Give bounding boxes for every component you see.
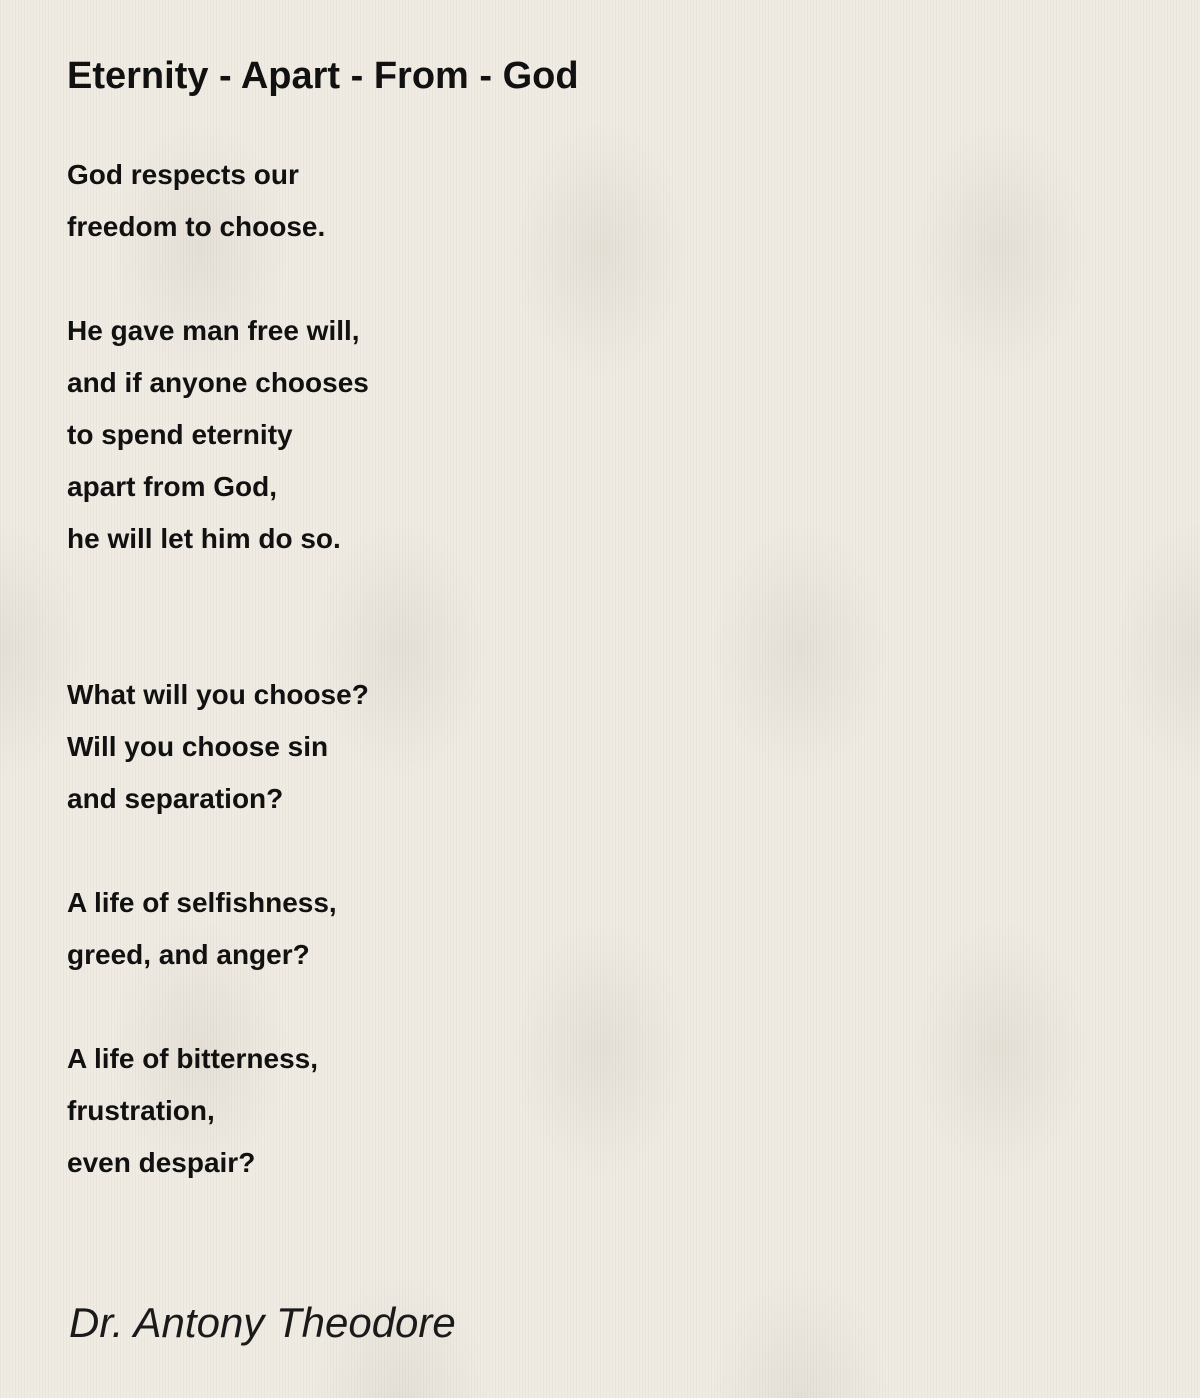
poem-line: Will you choose sin: [67, 731, 329, 762]
poem-line: frustration,: [67, 1095, 215, 1126]
poem-line: he will let him do so.: [67, 523, 341, 554]
poem-body: [67, 149, 369, 1241]
stanza: [67, 669, 369, 825]
poem-title: Eternity - Apart - From - God: [67, 55, 579, 97]
poem-line: God respects our: [67, 159, 299, 190]
stanza: [67, 305, 369, 565]
poem-line: A life of selfishness,: [67, 887, 337, 918]
stanza: [67, 877, 369, 981]
poem-line: freedom to choose.: [67, 211, 326, 242]
poem-author: Dr. Antony Theodore: [69, 1299, 456, 1346]
poem-line: What will you choose?: [67, 679, 369, 710]
poem-line: He gave man free will,: [67, 315, 360, 346]
poem-line: greed, and anger?: [67, 939, 310, 970]
poem-line: apart from God,: [67, 471, 278, 502]
poem-line: even despair?: [67, 1147, 256, 1178]
stanza: [67, 149, 369, 253]
stanza: [67, 1033, 369, 1189]
poem-line: A life of bitterness,: [67, 1043, 319, 1074]
poem-line: and if anyone chooses: [67, 367, 369, 398]
poem-line: and separation?: [67, 783, 284, 814]
poem-line: to spend eternity: [67, 419, 293, 450]
